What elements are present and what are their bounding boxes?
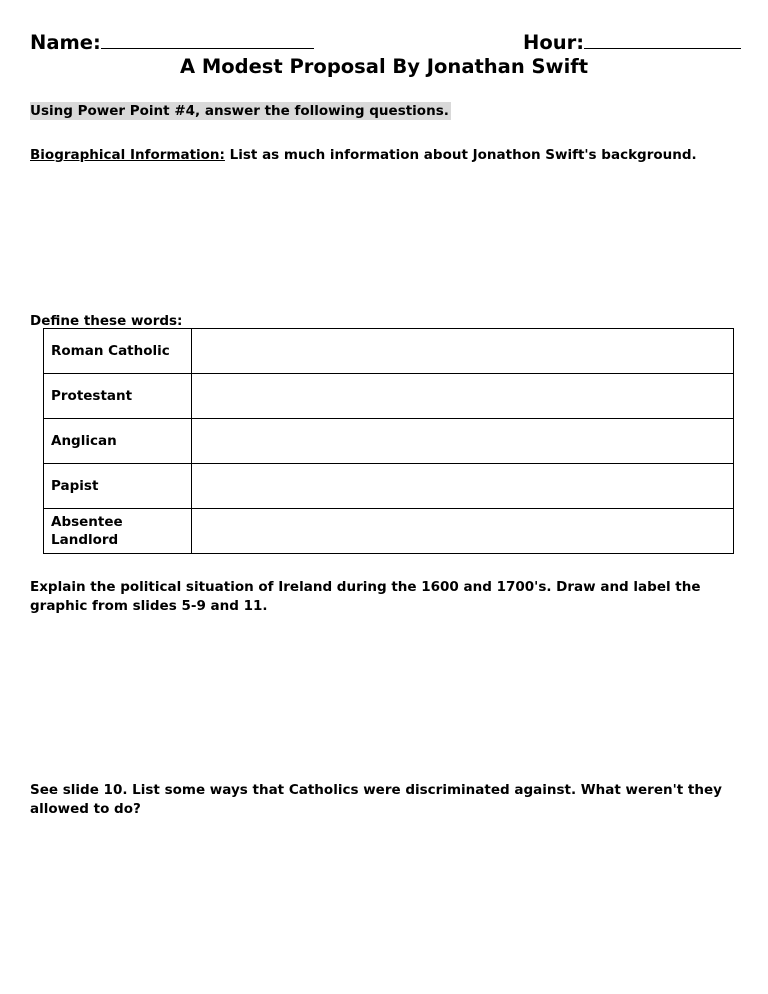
- term-cell: [44, 509, 192, 554]
- name-blank-line[interactable]: [101, 28, 314, 49]
- term-label: Anglican: [51, 433, 117, 449]
- table-row: [44, 329, 734, 374]
- political-situation-question: Explain the political situation of Ireland during the 1600 and 1700's. Draw and label the graphic from slides 5-9 and 11.: [30, 579, 701, 614]
- definition-cell[interactable]: [192, 509, 734, 554]
- term-cell: [44, 419, 192, 464]
- biographical-question: [30, 146, 697, 165]
- term-label: Roman Catholic: [51, 343, 170, 359]
- definition-cell[interactable]: [192, 419, 734, 464]
- worksheet-title: A Modest Proposal By Jonathan Swift: [179, 55, 589, 78]
- table-row: [44, 509, 734, 554]
- term-cell: [44, 464, 192, 509]
- biographical-label: Biographical Information:: [30, 147, 225, 163]
- biographical-prompt: List as much information about Jonathon Swift's background.: [224, 147, 697, 163]
- hour-label: Hour:: [523, 31, 585, 54]
- vocabulary-table: [43, 328, 734, 554]
- define-words-heading: Define these words:: [30, 313, 183, 329]
- table-row: [44, 464, 734, 509]
- table-row: [44, 374, 734, 419]
- term-label: Papist: [51, 478, 99, 494]
- term-cell: [44, 329, 192, 374]
- worksheet-header: [30, 28, 737, 56]
- definition-cell[interactable]: [192, 374, 734, 419]
- hour-blank-line[interactable]: [584, 28, 741, 49]
- name-label: Name:: [30, 31, 101, 54]
- definition-cell[interactable]: [192, 329, 734, 374]
- hour-field: [523, 28, 741, 57]
- term-cell: [44, 374, 192, 419]
- instruction-text: Using Power Point #4, answer the following questions.: [30, 103, 449, 119]
- term-label: Absentee: [51, 514, 123, 530]
- catholic-discrimination-question: See slide 10. List some ways that Catholics were discriminated against. What weren't they allowed to do?: [30, 782, 722, 817]
- term-label: Protestant: [51, 388, 133, 404]
- term-label-line2: Landlord: [51, 532, 119, 548]
- name-field: [30, 28, 314, 57]
- definition-cell[interactable]: [192, 464, 734, 509]
- table-row: [44, 419, 734, 464]
